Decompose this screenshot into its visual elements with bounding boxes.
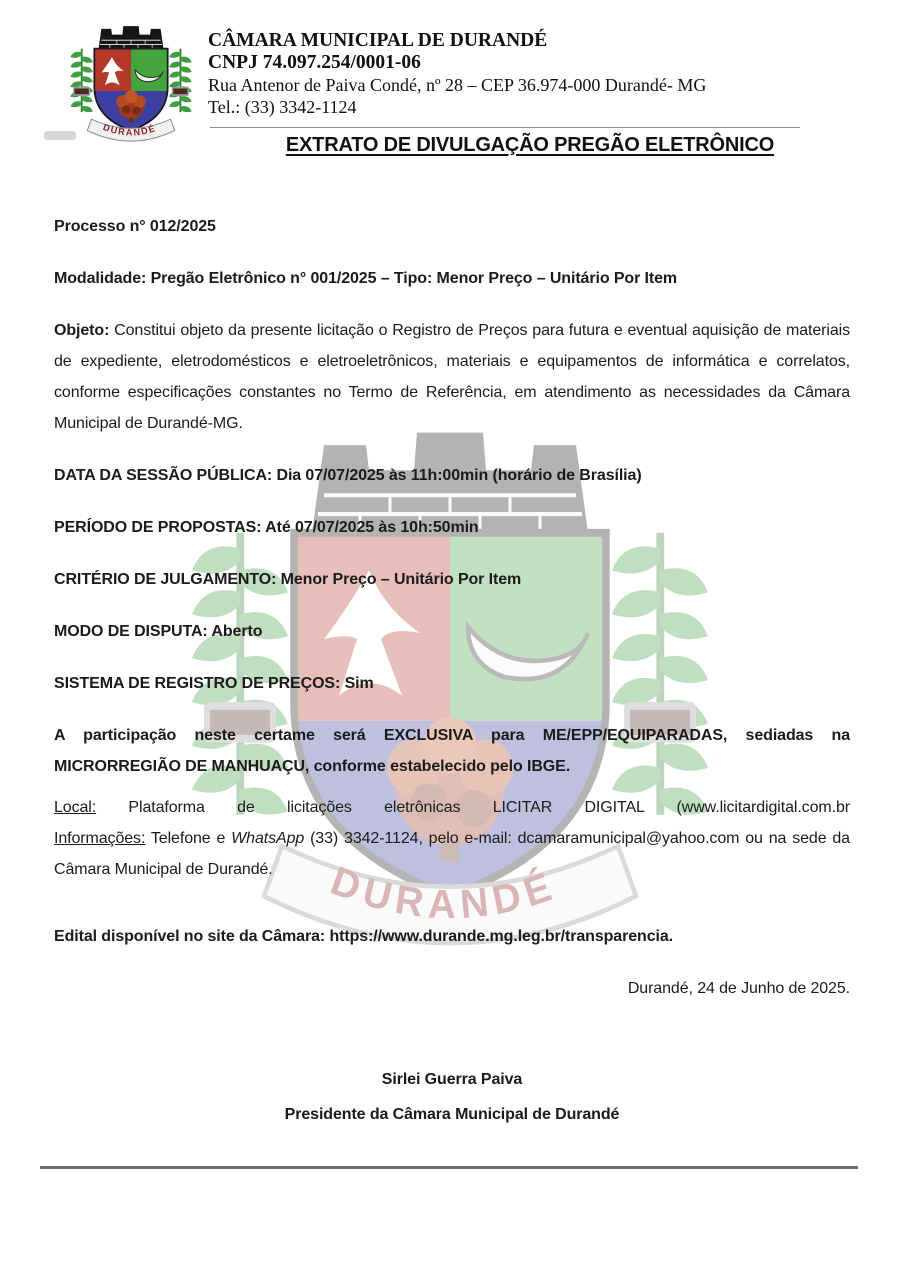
criterio-julgamento-line: CRITÉRIO DE JULGAMENTO: Menor Preço – Unitário Por Item	[54, 571, 522, 588]
local-text: Plataforma de licitações eletrônicas LICITAR DIGITAL (www.licitardigital.com.br	[128, 799, 850, 816]
org-phone: Tel.: (33) 3342-1124	[208, 97, 357, 117]
org-name: CÂMARA MUNICIPAL DE DURANDÉ	[208, 30, 548, 51]
sistema-registro-line: SISTEMA DE REGISTRO DE PREÇOS: Sim	[54, 675, 374, 692]
letterhead	[208, 30, 706, 118]
periodo-propostas-line: PERÍODO DE PROPOSTAS: Até 07/07/2025 às 10h:50min	[54, 519, 479, 536]
local-label: Local:	[54, 799, 97, 816]
data-sessao-line: DATA DA SESSÃO PÚBLICA: Dia 07/07/2025 às 11h:00min (horário de Brasília)	[54, 467, 642, 484]
informacoes-whatsapp: WhatsApp	[231, 830, 305, 847]
document-title	[210, 134, 850, 157]
processo-line: Processo n° 012/2025	[54, 218, 216, 235]
coat-of-arms-logo	[60, 12, 202, 146]
informacoes-post: (33) 3342-1124, pelo e-mail: dcamaramunicipal@yahoo.com ou na sede da Câmara Municipal de Durandé.	[54, 830, 850, 878]
org-address: Rua Antenor de Paiva Condé, nº 28 – CEP 36.974-000 Durandé- MG	[208, 75, 707, 95]
org-cnpj: CNPJ 74.097.254/0001-06	[208, 52, 421, 73]
header-rule	[210, 127, 800, 128]
objeto-label: Objeto:	[54, 322, 110, 339]
informacoes-pre: Telefone e	[145, 830, 232, 847]
document-body	[54, 0, 850, 1130]
footer-rule	[40, 1166, 858, 1169]
objeto-text: Constitui objeto da presente licitação o Registro de Preços para futura e eventual aquisição de materiais de expediente, eletrodomésticos e eletroeletrônicos, materiais e equipamentos de informática e correlatos, conforme especificações constantes no Termo de Referência, em atendimento as necessidades da Câmara Municipal de Durandé-MG.	[54, 322, 850, 432]
dateline: Durandé, 24 de Junho de 2025.	[627, 980, 850, 997]
participacao-paragraph: A participação neste certame será EXCLUSIVA para ME/EPP/EQUIPARADAS, sediadas na MICRORREGIÃO DE MANHUAÇU, conforme estabelecido pelo IBGE.	[54, 727, 850, 775]
modo-disputa-line: MODO DE DISPUTA: Aberto	[54, 623, 263, 640]
modalidade-line: Modalidade: Pregão Eletrônico n° 001/2025 – Tipo: Menor Preço – Unitário Por Item	[54, 270, 678, 287]
document-title-text: EXTRATO DE DIVULGAÇÃO PREGÃO ELETRÔNICO	[285, 134, 775, 156]
edital-line: Edital disponível no site da Câmara: https://www.durande.mg.leg.br/transparencia.	[54, 928, 673, 945]
signature-name: Sirlei Guerra Paiva	[381, 1071, 523, 1088]
objeto-paragraph	[54, 315, 850, 439]
signature-title: Presidente da Câmara Municipal de Durandé	[284, 1106, 620, 1123]
informacoes-label: Informações:	[54, 830, 146, 847]
local-line	[54, 792, 850, 823]
informacoes-paragraph	[54, 823, 850, 885]
